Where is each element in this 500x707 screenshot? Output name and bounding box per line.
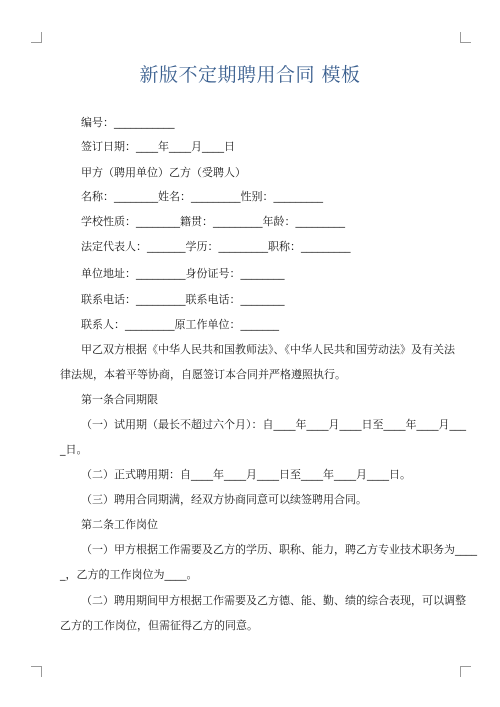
article-1-clause-2: （二）正式聘用期：自____年____月____日至____年____月____日。 [81,468,411,481]
article-1-clause-3: （三）聘用合同期满，经双方协商同意可以续签聘用合同。 [81,493,367,506]
article-2-clause-2-line-1: （二）聘用期间甲方根据工作需要及乙方德、能、勤、绩的综合表现，可以调整 [81,594,466,607]
parties-line: 甲方（聘用单位）乙方（受聘人） [81,166,246,179]
document-title: 新版不定期聘用合同 模板 [139,64,361,86]
article-1-heading: 第一条合同期限 [81,393,158,406]
contact-line: 联系人：_________原工作单位：_______ [81,318,279,331]
name-gender-line: 名称：________姓名：_________性别：_________ [81,190,323,203]
phone-line: 联系电话：_________联系电话：________ [81,293,285,306]
article-2-heading: 第二条工作岗位 [81,518,158,531]
representative-line: 法定代表人：_______学历：_________职称：_________ [81,240,351,253]
contract-number-line: 编号：___________ [81,116,175,129]
page-corner-mark-bottom-right [460,666,471,677]
article-2-clause-2-line-2: 乙方的工作岗位，但需征得乙方的同意。 [60,619,258,632]
article-2-clause-1-line-1: （一）甲方根据工作需要及乙方的学历、职称、能力，聘乙方专业技术职务为____ [81,543,477,556]
school-age-line: 学校性质：________籍贯：_________年龄：_________ [81,215,345,228]
preamble-line-2: 律法规，本着平等协商，自愿签订本合同并严格遵照执行。 [60,368,346,381]
article-1-clause-1-line-1: （一）试用期（最长不超过六个月）：自____年____月____日至____年____月___ [81,418,466,431]
article-2-clause-1-line-2: _，乙方的工作岗位为____。 [60,568,198,581]
article-1-clause-1-line-2: _日。 [60,443,88,456]
page-corner-mark-top-right [460,32,471,43]
page-corner-mark-bottom-left [31,666,42,677]
page-corner-mark-top-left [31,32,42,43]
preamble-line-1: 甲乙双方根据《中华人民共和国教师法》、《中华人民共和国劳动法》及有关法 [81,343,455,356]
signing-date-line: 签订日期：____年____月____日 [81,140,235,153]
address-id-line: 单位地址：_________身份证号：________ [81,267,285,280]
